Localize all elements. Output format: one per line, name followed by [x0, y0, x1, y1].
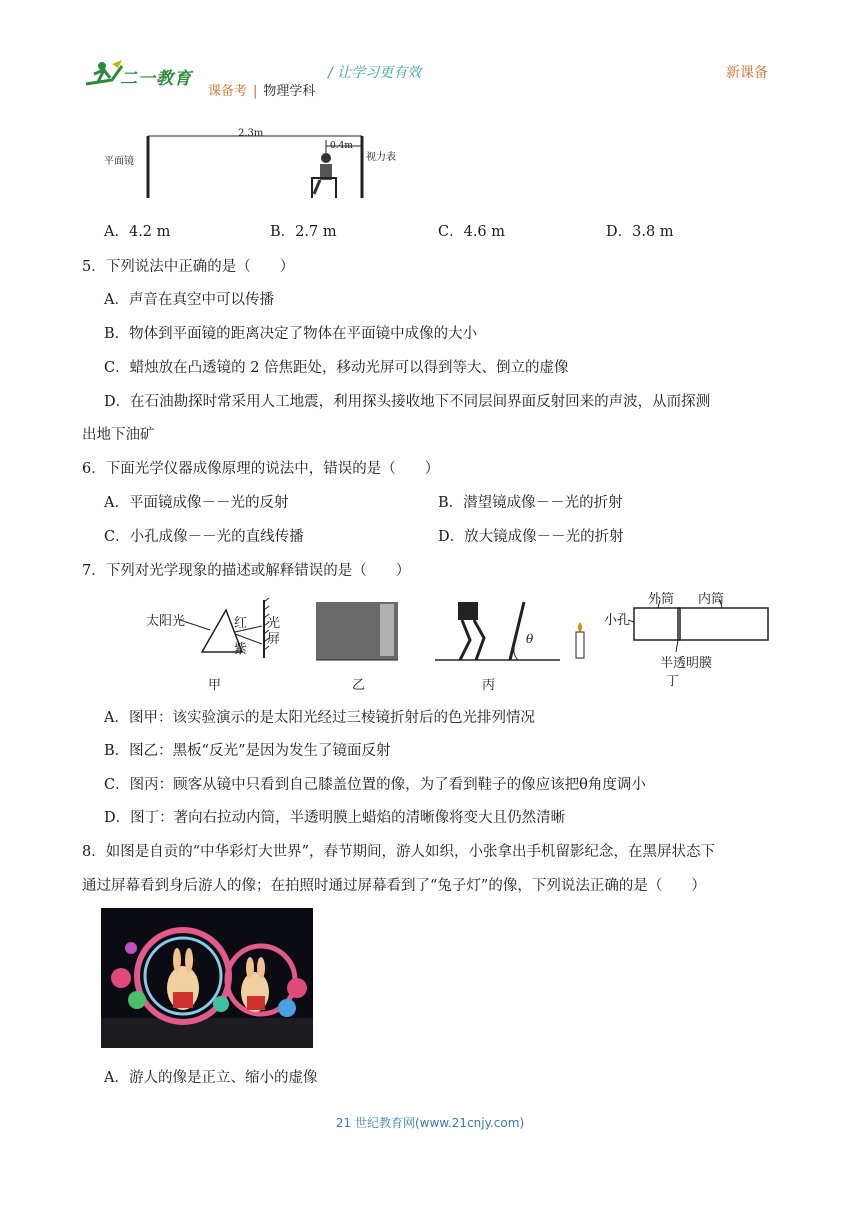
distance-small-label: 0.4m	[330, 141, 353, 151]
fig-jia-label: 甲	[208, 678, 222, 693]
subtitle-right: 物理学科	[263, 84, 316, 99]
page-footer: 21 世纪教育网(www.21cnjy.com)	[335, 1116, 525, 1130]
fig-pinhole-label: 小孔	[604, 613, 631, 628]
q5-option-d: D．在石油勘探时常采用人工地震，利用探头接收地下不同层间界面反射回来的声波，从而探测	[104, 394, 711, 410]
q7-stem: 7．下列对光学现象的描述或解释错误的是（ ）	[82, 563, 411, 579]
eye-chart-label: 视力表	[366, 152, 396, 163]
mirror-label: 平面镜	[104, 156, 134, 167]
slogan: / 让学习更有效	[328, 65, 422, 81]
logo-text: 二一教育	[120, 69, 192, 89]
q7-option-c: C．图丙：顾客从镜中只看到自己膝盖位置的像，为了看到鞋子的像应该把θ角度调小	[104, 777, 646, 793]
fig-inner-tube-label: 内筒	[698, 592, 725, 607]
fig-outer-tube-label: 外筒	[648, 592, 675, 607]
q6-option-c: C．小孔成像－－光的直线传播	[104, 529, 304, 545]
fig-membrane-label: 半透明膜	[660, 656, 713, 671]
fig-ding-label: 丁	[666, 674, 680, 689]
q4-options	[104, 220, 674, 241]
q6-option-b: B．潜望镜成像－－光的折射	[438, 495, 623, 511]
q5-option-c: C．蜡烛放在凸透镜的 2 倍焦距处，移动光屏可以得到等大、倒立的虚像	[104, 360, 569, 376]
q4-option-c: C．4.6 m	[438, 224, 506, 240]
fig-red-label: 红	[234, 616, 248, 631]
q5-option-b: B．物体到平面镜的距离决定了物体在平面镜中成像的大小	[104, 326, 478, 342]
fig-theta-label: θ	[526, 632, 534, 646]
q7-option-a: A．图甲：该实验演示的是太阳光经过三棱镜折射后的色光排列情况	[104, 710, 535, 726]
q6-option-a: A．平面镜成像－－光的反射	[104, 495, 289, 511]
new-course-label: 新课备	[726, 65, 768, 81]
q5-option-d-cont: 出地下油矿	[82, 427, 155, 443]
fig-yi-label: 乙	[352, 678, 366, 693]
q6-option-d: D．放大镜成像－－光的折射	[438, 529, 624, 545]
q8-stem-line2: 通过屏幕看到身后游人的像；在拍照时通过屏幕看到了“兔子灯”的像，下列说法正确的是（ ）	[82, 878, 706, 894]
q4-option-d: D．3.8 m	[606, 224, 674, 240]
fig-sunlight-label: 太阳光	[146, 614, 186, 629]
q7-option-d: D．图丁：著向右拉动内筒，半透明膜上蜡焰的清晰像将变大且仍然清晰	[104, 810, 566, 826]
q7-option-b: B．图乙：黑板“反光”是因为发生了镜面反射	[104, 743, 391, 759]
q4-option-b: B．2.7 m	[270, 224, 337, 240]
lantern-photo	[101, 908, 313, 1048]
fig-screen-label: 光屏	[267, 616, 281, 647]
subtitle-left: 课备考	[208, 84, 248, 99]
lantern-illustration	[101, 908, 313, 1048]
q6-stem: 6．下面光学仪器成像原理的说法中，错误的是（ ）	[82, 461, 440, 477]
q4-option-a: A．4.2 m	[104, 224, 171, 240]
q5-option-a: A．声音在真空中可以传播	[104, 292, 274, 308]
q5-stem: 5．下列说法中正确的是（ ）	[82, 259, 295, 275]
header-subtitle	[208, 80, 315, 99]
fig-purple-label: 紫	[234, 642, 248, 657]
q8-option-a: A．游人的像是正立、缩小的虚像	[104, 1070, 318, 1086]
mirror-distance-figure	[100, 128, 410, 203]
fig-bing-label: 丙	[482, 678, 496, 693]
subtitle-separator: |	[253, 84, 258, 99]
q8-stem-line1: 8．如图是自贡的“中华彩灯大世界”，春节期间，游人如织，小张拿出手机留影纪念，在黑屏状态下	[82, 844, 716, 860]
distance-total-label: 2.3m	[238, 128, 264, 139]
